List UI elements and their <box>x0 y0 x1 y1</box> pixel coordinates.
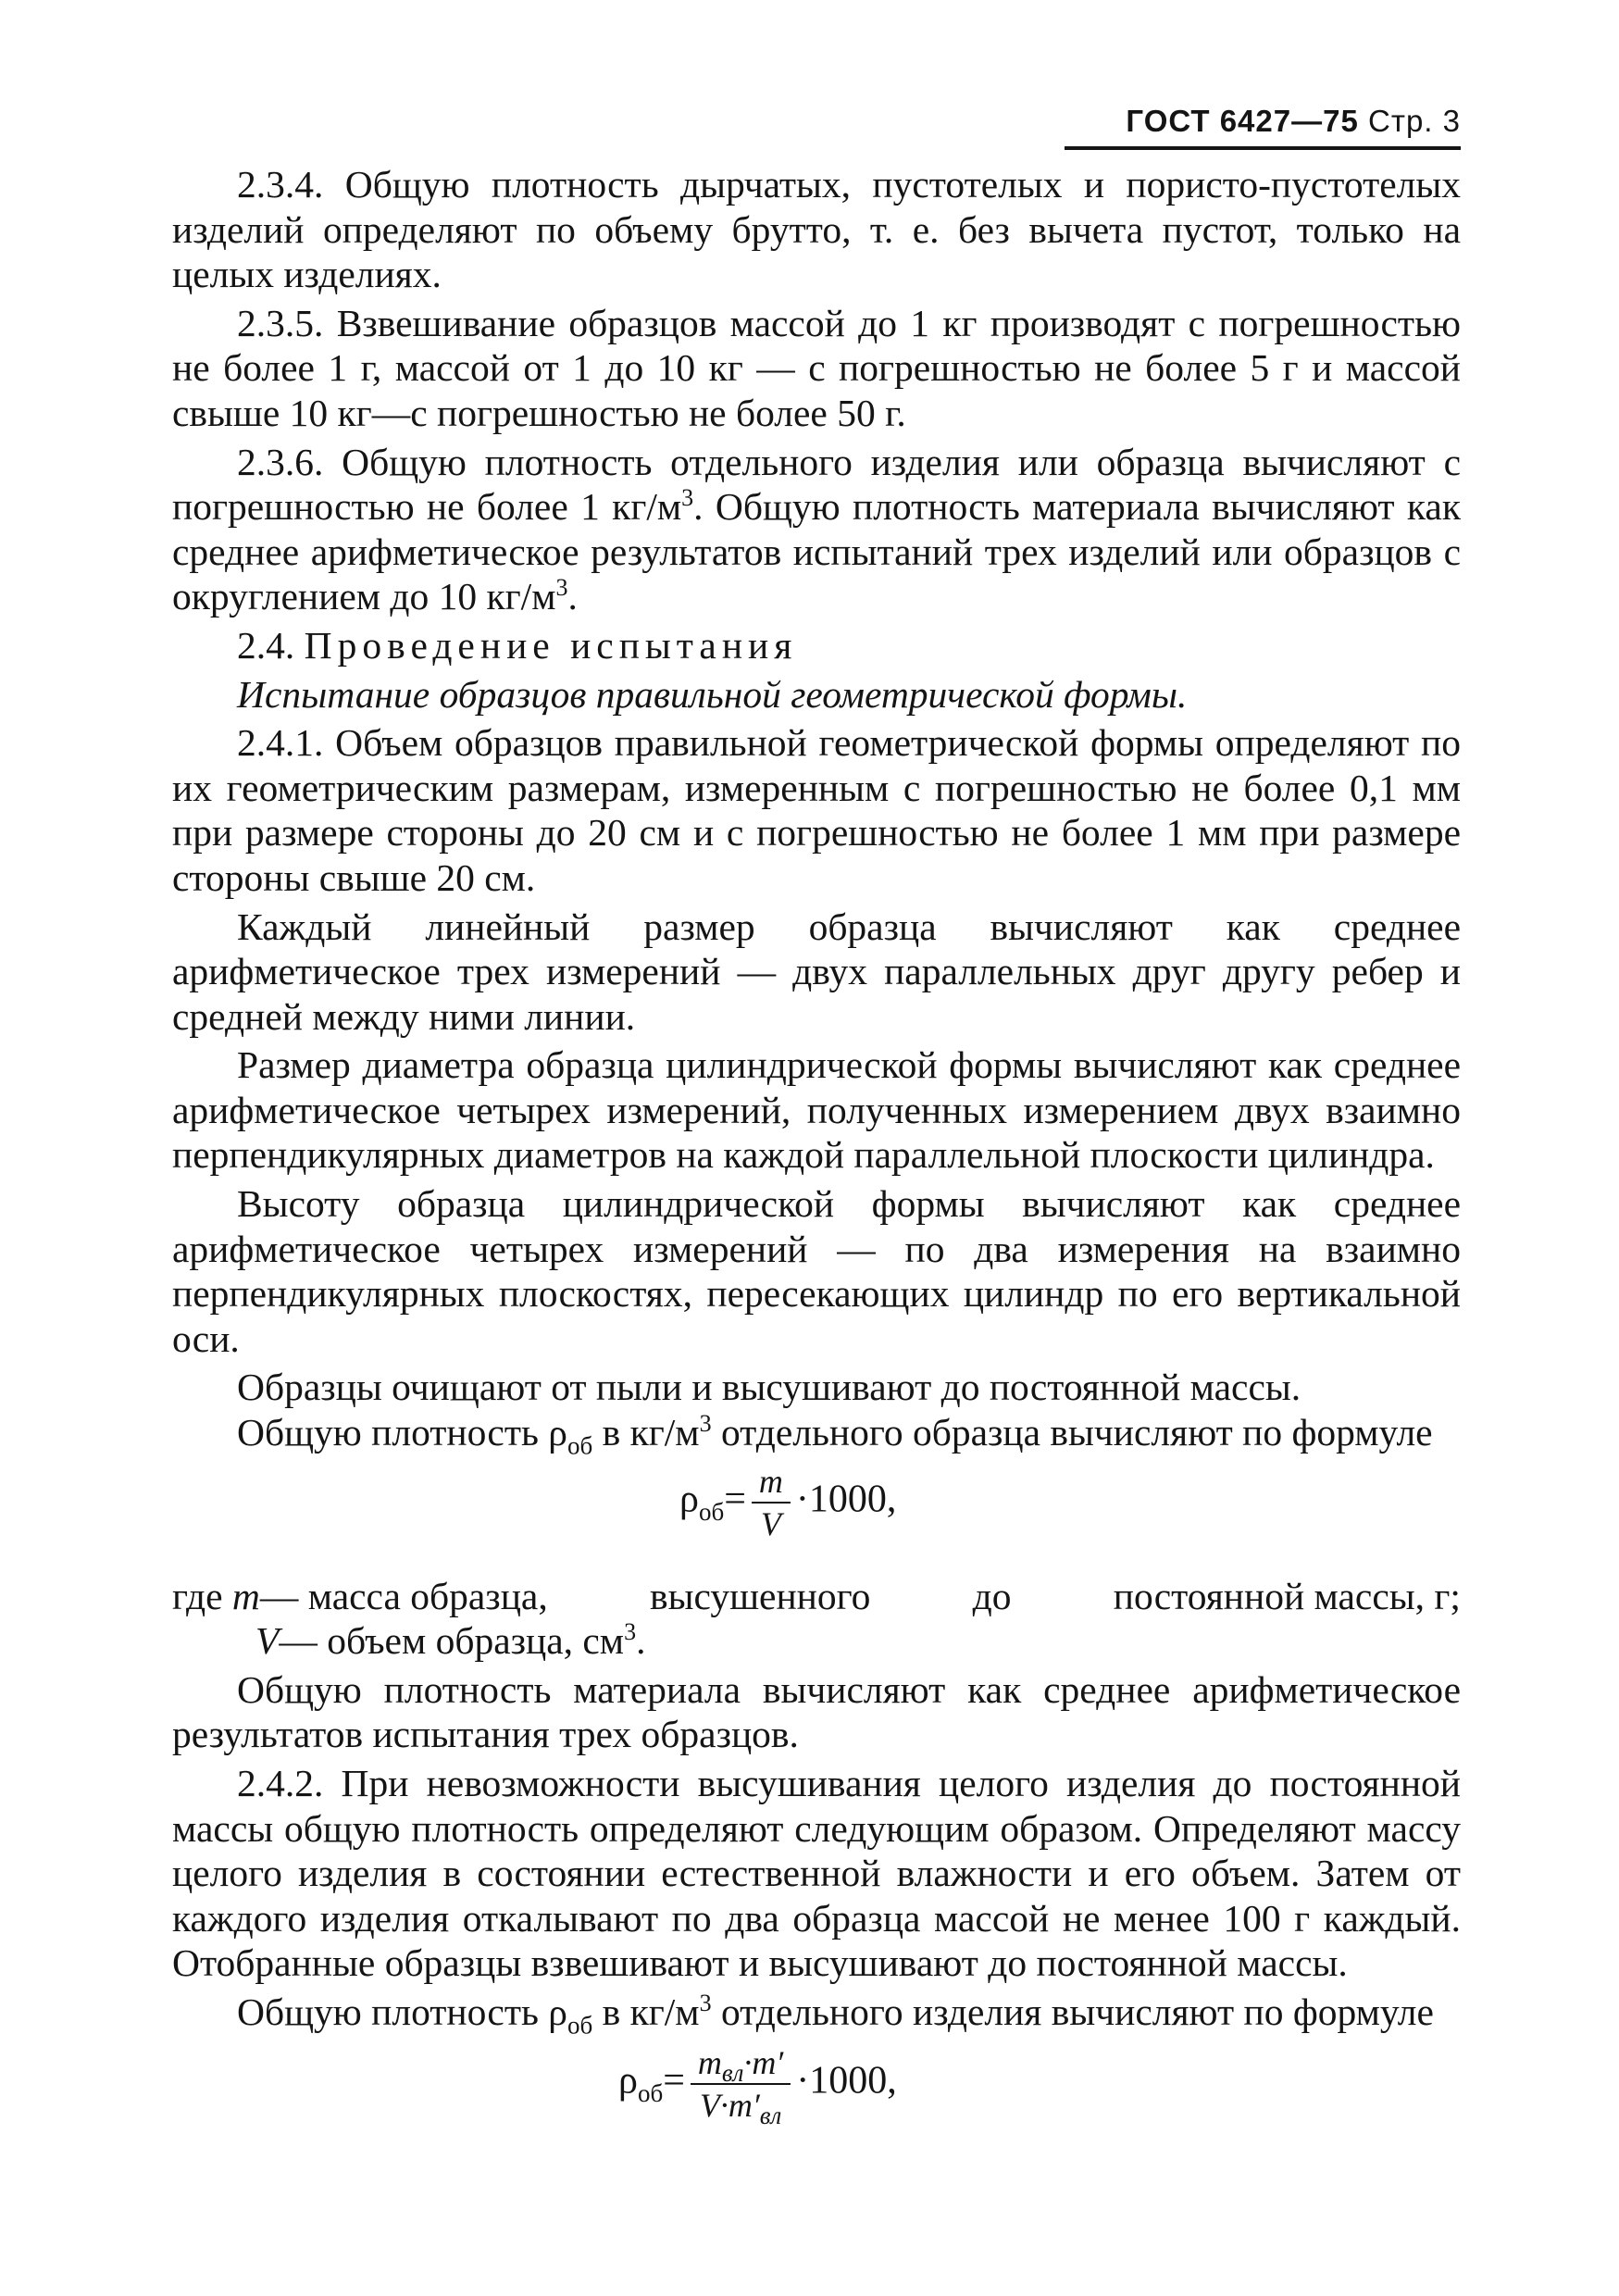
section-2-3-5: 2.3.5. Взвешивание образцов массой до 1 кг производят с погрешностью не более 1 г, массой от 1 до 10 кг — с погрешностью не более 5 г и массой свыше 10 кг—с погрешностью не более 50 г. <box>172 301 1461 434</box>
paragraph-formula2-intro: Общую плотность $\rho_{об}$ в $кг/м^3$ отдельного изделия вычисляют по формуле <box>237 1990 1434 2040</box>
section-2-4-heading <box>172 623 1461 668</box>
formula-1: $\rho_{об}=$ $\frac{m}{V}$ ·1000, <box>679 1462 897 1542</box>
header-rule <box>1065 146 1461 150</box>
paragraph-height: Высоту образца цилиндрической формы вычисляют как среднее арифметическое четырех измерений — по два измерения на взаимно перпендикулярных плоскостях, пересекающих цилиндр по его вертикальной оси. <box>172 1182 1461 1360</box>
body-text <box>172 162 1461 2165</box>
paragraph-material-density: Общую плотность материала вычисляют как среднее арифметическое результатов испытания трех образцов. <box>172 1667 1461 1756</box>
section-number: 2.4. <box>237 623 295 667</box>
formula-2: $\rho_{об}=$ $\frac{m_{вл}\cdot m'}{V\cdot m'_{вл}}$ ·1000, <box>618 2043 897 2129</box>
page-header <box>1065 104 1461 139</box>
paragraph-linear-size: Каждый линейный размер образца вычисляют как среднее арифметическое трех измерений — двух параллельных друг другу ребер и средней между ними линии. <box>172 905 1461 1038</box>
cube-superscript: 3 <box>555 574 568 602</box>
formula-1-legend-m: где m— масса образца, высушенного до постоянной массы, г; <box>172 1574 1461 1617</box>
section-2-4-2: 2.4.2. При невозможности высушивания целого изделия до постоянной массы общую плотность определяют следующим образом. Определяют массу целого изделия в состоянии естественной влажности и его объем. Затем от каждого изделия откалывают по два образца массой не менее 100 г каждый. Отобранные образцы взвешивают и высушивают до постоянной массы. <box>172 1762 1461 1985</box>
cube-superscript: 3 <box>681 484 694 512</box>
section-2-3-6-part-a: 2.3.6. Общую плотность отдельного изделия или образца вычисляют с погрешностью не более 1 кг/м <box>172 440 1461 529</box>
section-2-3-6 <box>172 440 1461 619</box>
section-2-4-1: 2.4.1. Объем образцов правильной геометрической формы определяют по их геометрическим размерам, измеренным с погрешностью не более 0,1 мм при размере стороны до 20 см и с погрешностью не более 1 мм при размере стороны свыше 20 см. <box>172 721 1461 899</box>
rho-symbol: ρ <box>548 1411 567 1454</box>
formula-1-legend-v: V— объем образца, $см^3$. <box>255 1618 646 1663</box>
paragraph-formula1-intro: Общую плотность $\rho_{об}$ в $кг/м^3$ отдельного образца вычисляют по формуле <box>237 1410 1433 1460</box>
fraction: $\frac{m_{вл}\cdot m'}{V\cdot m'_{вл}}$ <box>691 2042 791 2126</box>
section-2-3-4: 2.3.4. Общую плотность дырчатых, пустотелых и пористо-пустотелых изделий определяют по объему брутто, т. е. без вычета пустот, только на целых изделиях. <box>172 163 1461 296</box>
paragraph-diameter: Размер диаметра образца цилиндрической формы вычисляют как среднее арифметическое четырех измерений, полученных измерением двух взаимно перпендикулярных диаметров на каждой параллельной плоскости цилиндра. <box>172 1043 1461 1177</box>
section-subtitle: Испытание образцов правильной геометрической формы. <box>237 672 1188 716</box>
section-2-3-6-part-b: . Общую плотность материала вычисляют как среднее арифметическое результатов испытаний трех изделий или образцов с округлением до 10 кг/м <box>172 485 1462 618</box>
standard-number: ГОСТ 6427—75 <box>1126 104 1359 138</box>
fraction: $\frac{m}{V}$ <box>752 1461 791 1544</box>
page-number: Стр. 3 <box>1368 104 1461 138</box>
section-2-3-6-part-c: . <box>567 575 578 618</box>
paragraph-clean: Образцы очищают от пыли и высушивают до постоянной массы. <box>237 1366 1301 1409</box>
section-title: Проведение испытания <box>304 623 798 667</box>
